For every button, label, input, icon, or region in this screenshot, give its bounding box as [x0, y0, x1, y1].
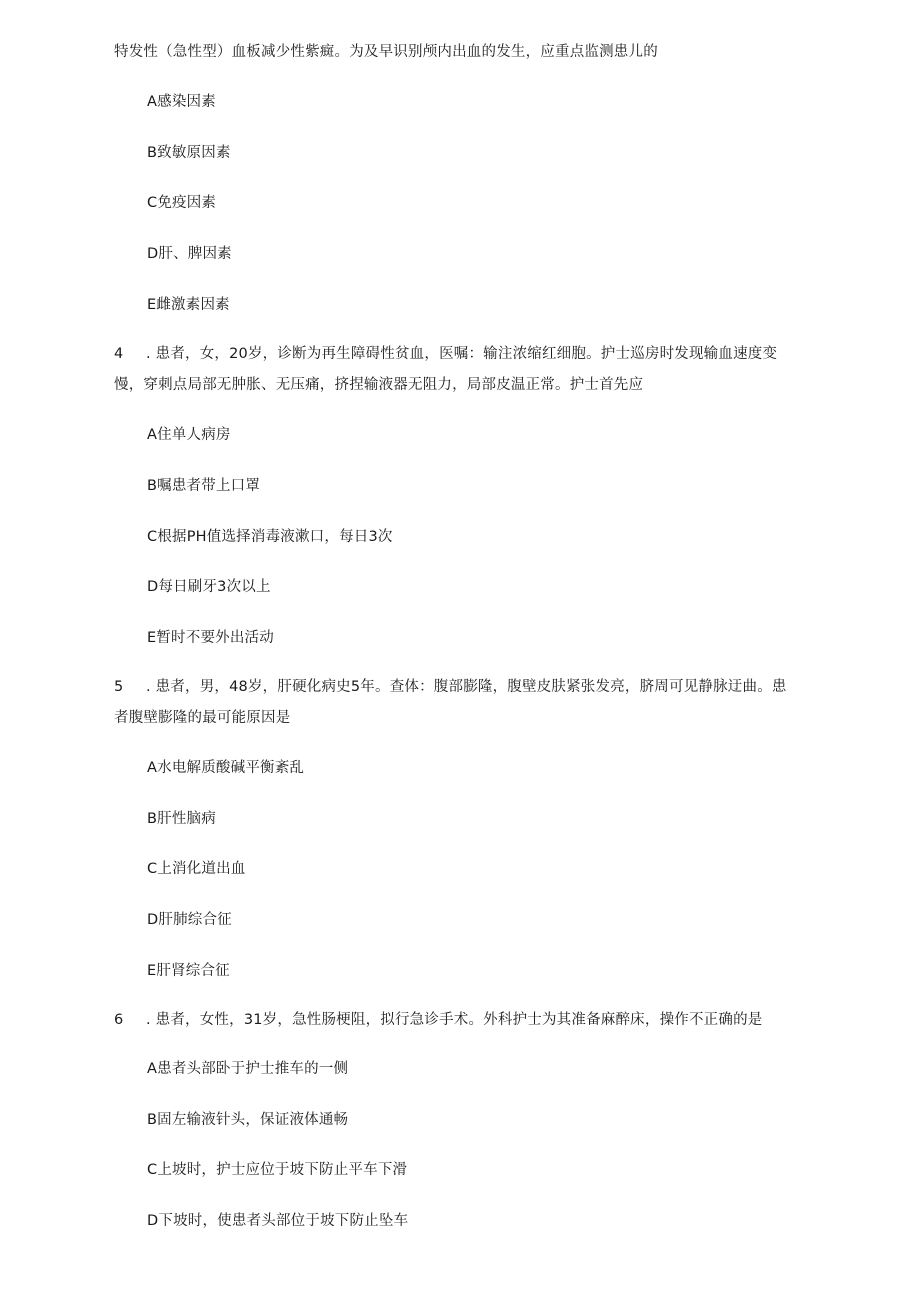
question-4-stem-line1 — [114, 344, 777, 364]
q5-option-b: B肝性脑病 — [147, 811, 216, 827]
q5-option-d: D肝肺综合征 — [147, 912, 232, 928]
question-6-stem-line1 — [114, 1010, 762, 1030]
q6-option-a: A患者头部卧于护士推车的一侧 — [147, 1061, 349, 1077]
question-5-stem-line1 — [114, 677, 787, 697]
q5-option-e: E肝肾综合征 — [147, 963, 230, 979]
question-5-number: 5 — [114, 679, 124, 695]
q4-option-e: E暂时不要外出活动 — [147, 630, 274, 646]
question-5-stem-line2: 者腹壁膨隆的最可能原因是 — [114, 710, 291, 726]
q4-option-d: D每日刷牙3次以上 — [147, 579, 271, 595]
q5-option-c: C上消化道出血 — [147, 861, 246, 877]
q6-option-d: D下坡时，使患者头部位于坡下防止坠车 — [147, 1213, 409, 1229]
question-4-number: 4 — [114, 346, 124, 362]
question-6-number: 6 — [114, 1012, 124, 1028]
q3-option-a: A感染因素 — [147, 94, 216, 110]
q4-option-b: B嘱患者带上口罩 — [147, 478, 261, 494]
question-5-text: . 患者，男，48岁，肝硬化病史5年。查体：腹部膨隆，腹壁皮肤紧张发亮，脐周可见静脉迂曲。患 — [146, 679, 787, 695]
question-3-stem: 特发性（急性型）血板减少性紫癍。为及早识别颅内出血的发生，应重点监测患儿的 — [114, 44, 658, 60]
question-6-text: . 患者，女性，31岁，急性肠梗阻，拟行急诊手术。外科护士为其准备麻醉床，操作不正确的是 — [146, 1012, 763, 1028]
q3-option-d: D肝、脾因素 — [147, 246, 232, 262]
q4-option-a: A住单人病房 — [147, 427, 231, 443]
q3-option-b: B致敏原因素 — [147, 145, 231, 161]
q3-option-c: C免疫因素 — [147, 195, 217, 211]
q3-option-e: E雌激素因素 — [147, 297, 230, 313]
q6-option-c: C上坡时，护士应位于坡下防止平车下滑 — [147, 1162, 408, 1178]
q5-option-a: A水电解质酸碱平衡紊乱 — [147, 760, 305, 776]
question-4-stem-line2: 慢，穿刺点局部无肿胀、无压痛，挤捏输液器无阻力，局部皮温正常。护士首先应 — [114, 377, 644, 393]
q4-option-c: C根据PH值选择消毒液漱口，每日3次 — [147, 529, 393, 545]
q6-option-b: B固左输液针头，保证液体通畅 — [147, 1112, 349, 1128]
question-4-text: . 患者，女，20岁，诊断为再生障碍性贫血，医嘱：输注浓缩红细胞。护士巡房时发现输血速度变 — [146, 346, 778, 362]
